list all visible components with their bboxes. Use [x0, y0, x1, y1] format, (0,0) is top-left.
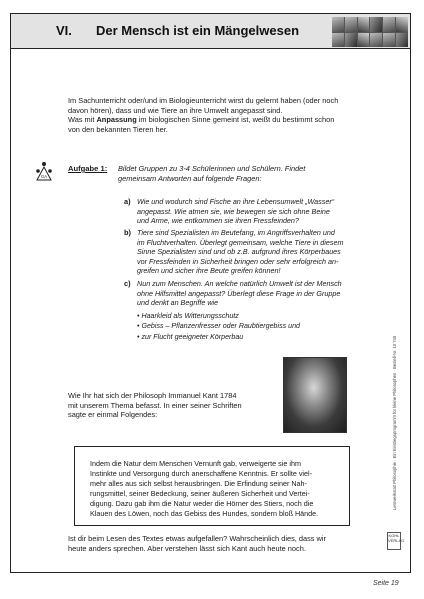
chapter-number: VI. [56, 23, 72, 38]
closing-paragraph: Ist dir beim Lesen des Textes etwas aufgefallen? Wahrscheinlich dies, dass wir heute anders sprechen. Aber verstehen lässt sich Kant auch heute noch. [68, 534, 326, 553]
kant-quote: Indem die Natur dem Menschen Vernunft gab, verweigerte sie ihm Instinkte und Versorgung durch anerschaffene Kenntnis. Er sollte viel- mehr alles aus sich selbst herausbringen. Die Erfindung seiner Nah- rungsmittel, seiner Bedeckung, seiner äußeren Sicherheit und Vertei- digung. Dazu gab ihm die Natur weder die Hörner des Stiers, noch die Klauen des Löwen, noch das Gebiss des Hundes, sondern bloß Hände. [90, 459, 319, 518]
list-item: • Gebiss – Pflanzenfresser oder Raubtiergebiss und [137, 321, 300, 331]
publisher-logo: KOHL VERLAG [387, 532, 401, 550]
group-work-icon [35, 161, 53, 183]
question-c-text: Nun zum Menschen. An welche natürlich Umwelt ist der Mensch ohne Hilfsmittel angepasst? Überlegt diese Frage in der Gruppe und denkt an Begriffe wie [137, 279, 342, 308]
page-title: Der Mensch ist ein Mängelwesen [96, 23, 300, 38]
publisher-side-text: Lernwerkstatt Philosophie · Ein Einstiegsprogramm für kleine Philosophen · Bestell-Nr. 10 745 [392, 335, 397, 510]
task-label: Aufgabe 1: [68, 164, 108, 173]
kant-portrait-image [283, 357, 347, 433]
question-c-letter: c) [124, 279, 131, 288]
group-work-icon-label: GA [40, 174, 48, 179]
question-a-text: Wie und wodurch sind Fische an ihre Lebensumwelt „Wasser“ angepasst. Wie atmen sie, wie bewegen sie sich ohne Beine und Arme, wie entkommen sie ihren Fressfeinden? [137, 197, 335, 226]
task-instruction: Bildet Gruppen zu 3-4 Schülerinnen und Schülern. Findet gemeinsam Antworten auf folgende Fragen: [118, 164, 306, 183]
question-a-letter: a) [124, 197, 131, 206]
philosopher-portraits-image [332, 17, 408, 47]
anpassung-term: Anpassung [96, 115, 137, 125]
intro-line: Im Sachunterricht oder/und im Biologieunterricht wirst du gelernt haben (oder noch [68, 96, 339, 105]
intro-line: davon hören), dass und wie Tiere an ihre Umwelt angepasst sind. [68, 105, 283, 115]
kant-intro-paragraph: Wie Ihr hat sich der Philosoph Immanuel Kant 1784 mit unserem Thema befasst. In einer seiner Schriften sagte er einmal Folgendes: [68, 391, 242, 420]
question-b-text: Tiere sind Spezialisten im Beutefang, im Angriffsverhalten und im Fluchtverhalten. Überlegt gemeinsam, welche Tiere in diesem Sinne Spezialisten sind und ob z.B. aufgrund ihres Körperbaues vor Fressfeinden in Sicherheit bringen oder sehr erfolgreich an- greifen und sicher ihre Beute greifen können! [137, 228, 344, 276]
term-list [137, 311, 300, 342]
intro-line: Was mit Anpassung im biologischen Sinne gemeint ist, weißt du bestimmt schon [68, 115, 335, 125]
intro-paragraph [68, 96, 378, 134]
page-number: Seite 19 [373, 580, 399, 587]
question-b-letter: b) [124, 228, 131, 237]
list-item: • Haarkleid als Witterungsschutz [137, 311, 300, 321]
list-item: • zur Flucht geeigneter Körperbau [137, 332, 300, 342]
intro-line: von den bekannten Tieren her. [68, 124, 168, 134]
